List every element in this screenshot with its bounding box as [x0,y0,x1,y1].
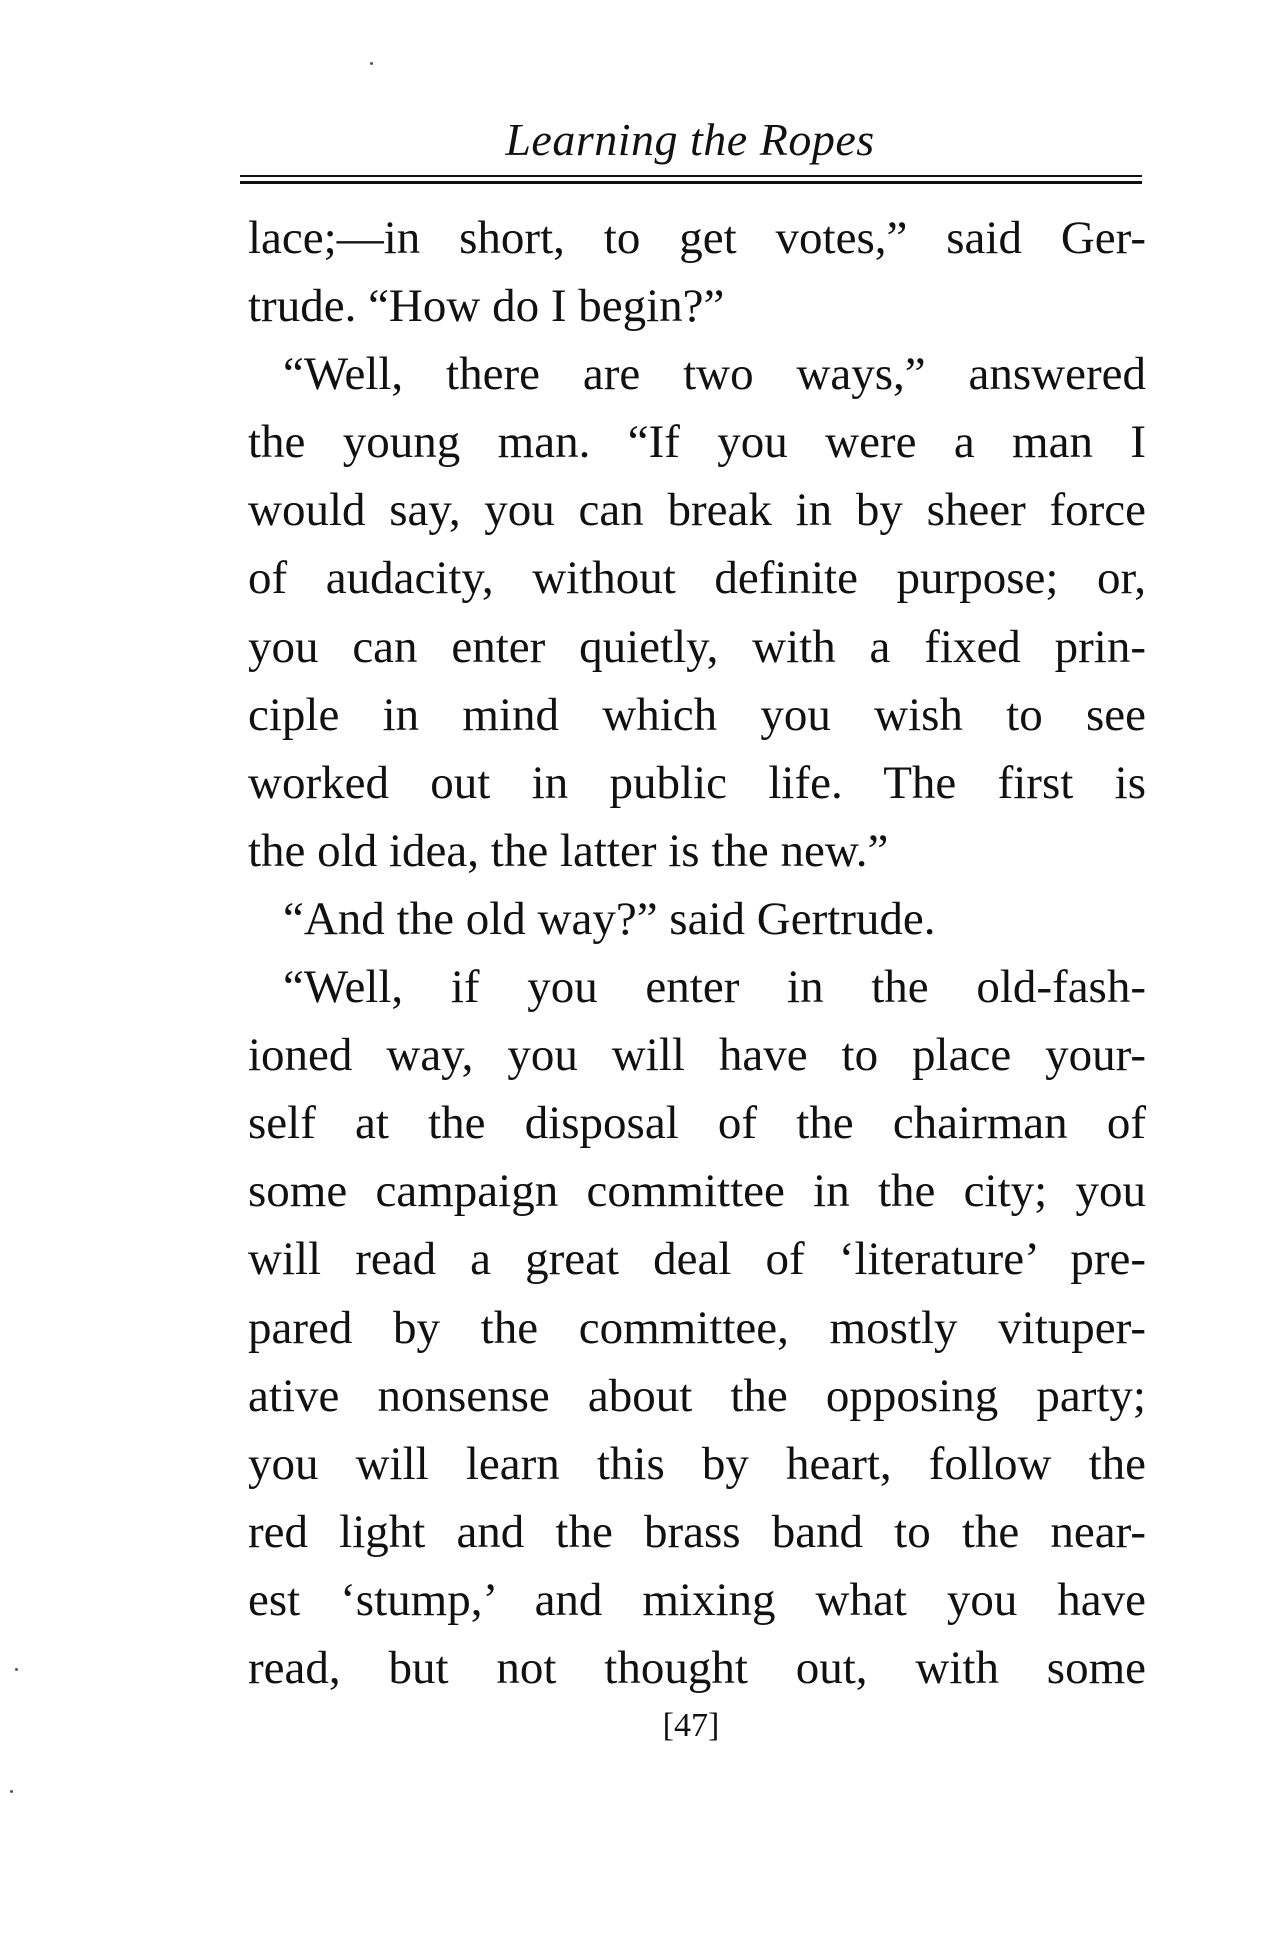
text-line: ioned way, you will have to place your- [248,1029,1146,1082]
text-line: will read a great deal of ‘literature’ pre- [248,1233,1146,1286]
header-rule-thick [240,181,1142,184]
text-line: read, but not thought out, with some [248,1641,1146,1694]
text-line: you will learn this by heart, follow the [248,1437,1146,1490]
text-line: the young man. “If you were a man I [248,416,1146,469]
page-number: [47] [662,1707,720,1744]
text-line: “Well, if you enter in the old-fash- [283,961,1146,1014]
text-line: the old idea, the latter is the new.” [248,824,889,877]
text-line: pared by the committee, mostly vituper- [248,1301,1146,1354]
text-line: self at the disposal of the chairman of [248,1097,1146,1150]
text-line: est ‘stump,’ and mixing what you have [248,1573,1146,1626]
body-text [248,204,1146,1702]
text-line: “And the old way?” said Gertrude. [283,892,936,945]
text-line: worked out in public life. The first is [248,756,1146,809]
scan-speck [10,1790,13,1793]
text-line: would say, you can break in by sheer force [248,484,1146,537]
text-line: lace;—in short, to get votes,” said Ger- [248,212,1146,264]
text-line: trude. “How do I begin?” [248,280,725,333]
text-line: “Well, there are two ways,” answered [283,348,1146,401]
text-line: ciple in mind which you wish to see [248,688,1146,741]
text-line: ative nonsense about the opposing party; [248,1369,1146,1422]
text-line: you can enter quietly, with a fixed prin- [248,620,1146,673]
text-line: some campaign committee in the city; you [248,1165,1146,1218]
text-line: of audacity, without definite purpose; or, [248,552,1146,605]
text-line: red light and the brass band to the near- [248,1505,1146,1558]
scan-speck [15,1668,18,1671]
scan-speck [370,62,373,65]
running-head-title: Learning the Ropes [505,114,875,165]
header-rule-thin [240,175,1142,177]
